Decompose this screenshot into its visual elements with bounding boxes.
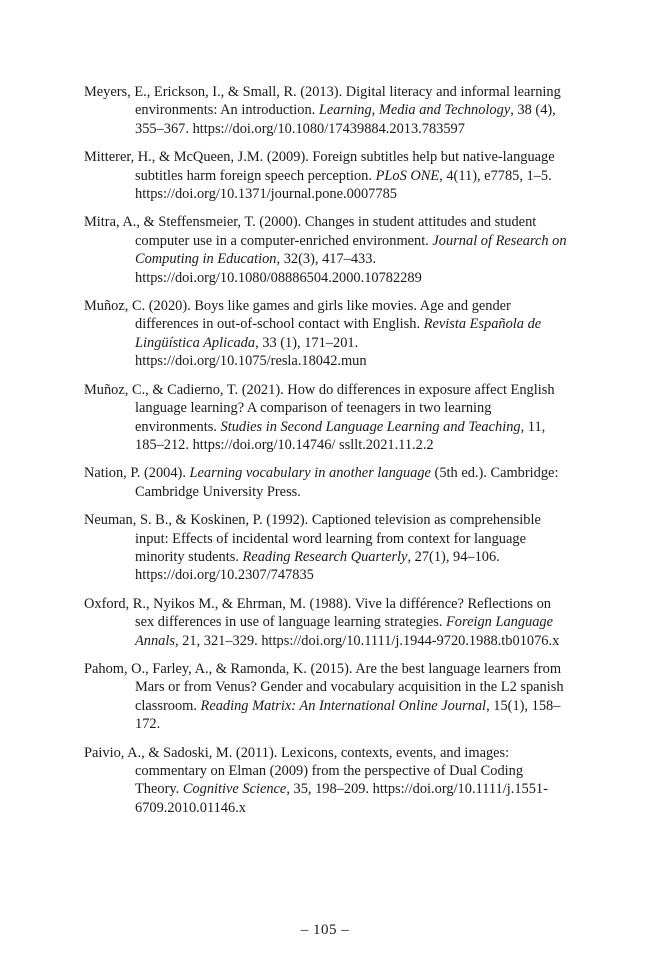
reference-entry bbox=[84, 297, 568, 371]
reference-text: Oxford, R., Nyikos M., & Ehrman, M. (1988). Vive la différence? Reflections on sex differences in use of language learning strategies. bbox=[84, 595, 551, 631]
reference-text: , 21, 321–329. https://doi.org/10.1111/j.1944-9720.1988.tb01076.x bbox=[174, 632, 560, 649]
reference-entry bbox=[84, 213, 568, 287]
reference-text: , 35, 198–209. https://doi.org/10.1111/j.1551-6709.2010.01146.x bbox=[135, 781, 548, 816]
reference-source-title: Reading Research Quarterly bbox=[242, 548, 408, 565]
reference-text: Neuman, S. B., & Koskinen, P. (1992). Captioned television as comprehensible input: Effects of incidental word learning from context for language minority students. bbox=[84, 512, 541, 565]
reference-text: , 27(1), 94–106. https://doi.org/10.2307/747835 bbox=[135, 548, 500, 584]
reference-entry bbox=[84, 595, 568, 650]
reference-text: , 4(11), e7785, 1–5. https://doi.org/10.1371/journal.pone.0007785 bbox=[135, 167, 552, 203]
reference-text: , 32(3), 417–433. https://doi.org/10.1080/08886504.2000.10782289 bbox=[135, 251, 422, 286]
reference-entry bbox=[84, 148, 568, 203]
reference-source-title: Foreign Language Annals bbox=[135, 614, 554, 649]
reference-text: Nation, P. (2004). bbox=[84, 465, 190, 482]
reference-text: (5th ed.). Cambridge: Cambridge University Press. bbox=[135, 465, 559, 500]
reference-text: Mitterer, H., & McQueen, J.M. (2009). Foreign subtitles help but native-language subtitles harm foreign speech perception. bbox=[84, 149, 555, 184]
reference-text: , 38 (4), 355–367. https://doi.org/10.1080/17439884.2013.783597 bbox=[135, 102, 556, 137]
reference-entry bbox=[84, 381, 568, 455]
reference-source-title: Reading Matrix: An International Online Journal bbox=[200, 697, 487, 714]
reference-text: , 33 (1), 171–201. https://doi.org/10.1075/resla.18042.mun bbox=[135, 334, 367, 370]
reference-source-title: PLoS ONE bbox=[375, 167, 440, 184]
reference-text: Muñoz, C., & Cadierno, T. (2021). How do differences in exposure affect English language learning? A comparison of teenagers in two learning environments. bbox=[84, 381, 555, 435]
reference-text: , 15(1), 158–172. bbox=[135, 697, 561, 733]
reference-source-title: Learning, Media and Technology bbox=[318, 102, 511, 119]
reference-text: Paivio, A., & Sadoski, M. (2011). Lexicons, contexts, events, and images: commentary on Elman (2009) from the perspective of Dual Coding Theory. bbox=[84, 744, 524, 798]
reference-text: Mitra, A., & Steffensmeier, T. (2000). Changes in student attitudes and student computer use in a computer-enriched environment. bbox=[84, 214, 537, 249]
reference-source-title: Cognitive Science bbox=[182, 781, 287, 798]
reference-source-title: Studies in Second Language Learning and Teaching bbox=[220, 418, 521, 435]
reference-entry bbox=[84, 744, 568, 818]
reference-entry bbox=[84, 83, 568, 138]
reference-source-title: Learning vocabulary in another language bbox=[189, 465, 431, 482]
reference-entry bbox=[84, 660, 568, 734]
reference-text: Pahom, O., Farley, A., & Ramonda, K. (2015). Are the best language learners from Mars or from Venus? Gender and vocabulary acquisition in the L2 spanish classroom. bbox=[84, 660, 564, 714]
reference-list bbox=[84, 83, 568, 827]
page-number: – 105 – bbox=[300, 922, 350, 938]
reference-entry bbox=[84, 511, 568, 585]
reference-text: Muñoz, C. (2020). Boys like games and girls like movies. Age and gender differences in out-of-school contact with English. bbox=[84, 298, 511, 333]
reference-text: , 11, 185–212. https://doi.org/10.14746/ ssllt.2021.11.2.2 bbox=[135, 418, 546, 453]
reference-text: Meyers, E., Erickson, I., & Small, R. (2013). Digital literacy and informal learning environments: An introduction. bbox=[84, 84, 561, 119]
reference-source-title: Journal of Research on Computing in Education bbox=[135, 232, 567, 268]
reference-source-title: Revista Española de Lingüística Aplicada bbox=[135, 316, 542, 351]
reference-entry bbox=[84, 464, 568, 501]
